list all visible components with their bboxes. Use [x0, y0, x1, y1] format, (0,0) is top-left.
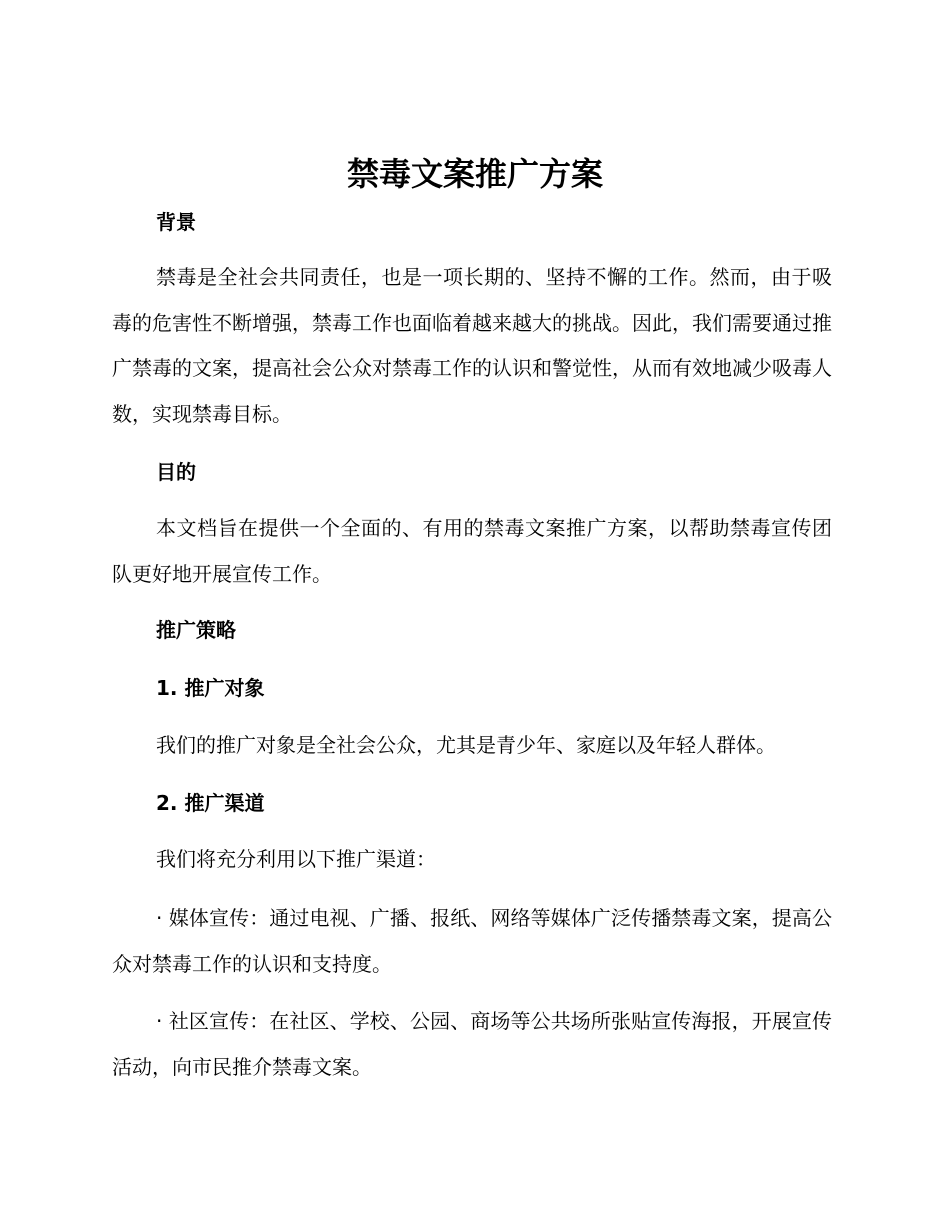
document-title: 禁毒文案推广方案 [346, 155, 603, 193]
paragraph-background: 禁毒是全社会共同责任，也是一项长期的、坚持不懈的工作。然而，由于吸毒的危害性不断增强，禁毒工作也面临着越来越大的挑战。因此，我们需要通过推广禁毒的文案，提高社会公众对禁毒工作的认识和警觉性，从而有效地减少吸毒人数，实现禁毒目标。 [112, 265, 832, 426]
section-heading-purpose: 目的 [156, 460, 196, 484]
subsection-heading-target: 1. 推广对象 [156, 676, 265, 700]
section-heading-background: 背景 [156, 210, 196, 234]
paragraph-target: 我们的推广对象是全社会公众，尤其是青少年、家庭以及年轻人群体。 [156, 733, 776, 757]
section-heading-strategy: 推广策略 [156, 618, 236, 642]
paragraph-channels-intro: 我们将充分利用以下推广渠道： [156, 847, 436, 871]
paragraph-purpose: 本文档旨在提供一个全面的、有用的禁毒文案推广方案，以帮助禁毒宣传团队更好地开展宣传工作。 [112, 516, 832, 586]
list-item-media-channel: · 媒体宣传：通过电视、广播、报纸、网络等媒体广泛传播禁毒文案，提高公众对禁毒工作的认识和支持度。 [112, 906, 832, 976]
subsection-heading-channels: 2. 推广渠道 [156, 791, 265, 815]
list-item-community-channel: · 社区宣传：在社区、学校、公园、商场等公共场所张贴宣传海报，开展宣传活动，向市民推介禁毒文案。 [112, 1009, 832, 1079]
